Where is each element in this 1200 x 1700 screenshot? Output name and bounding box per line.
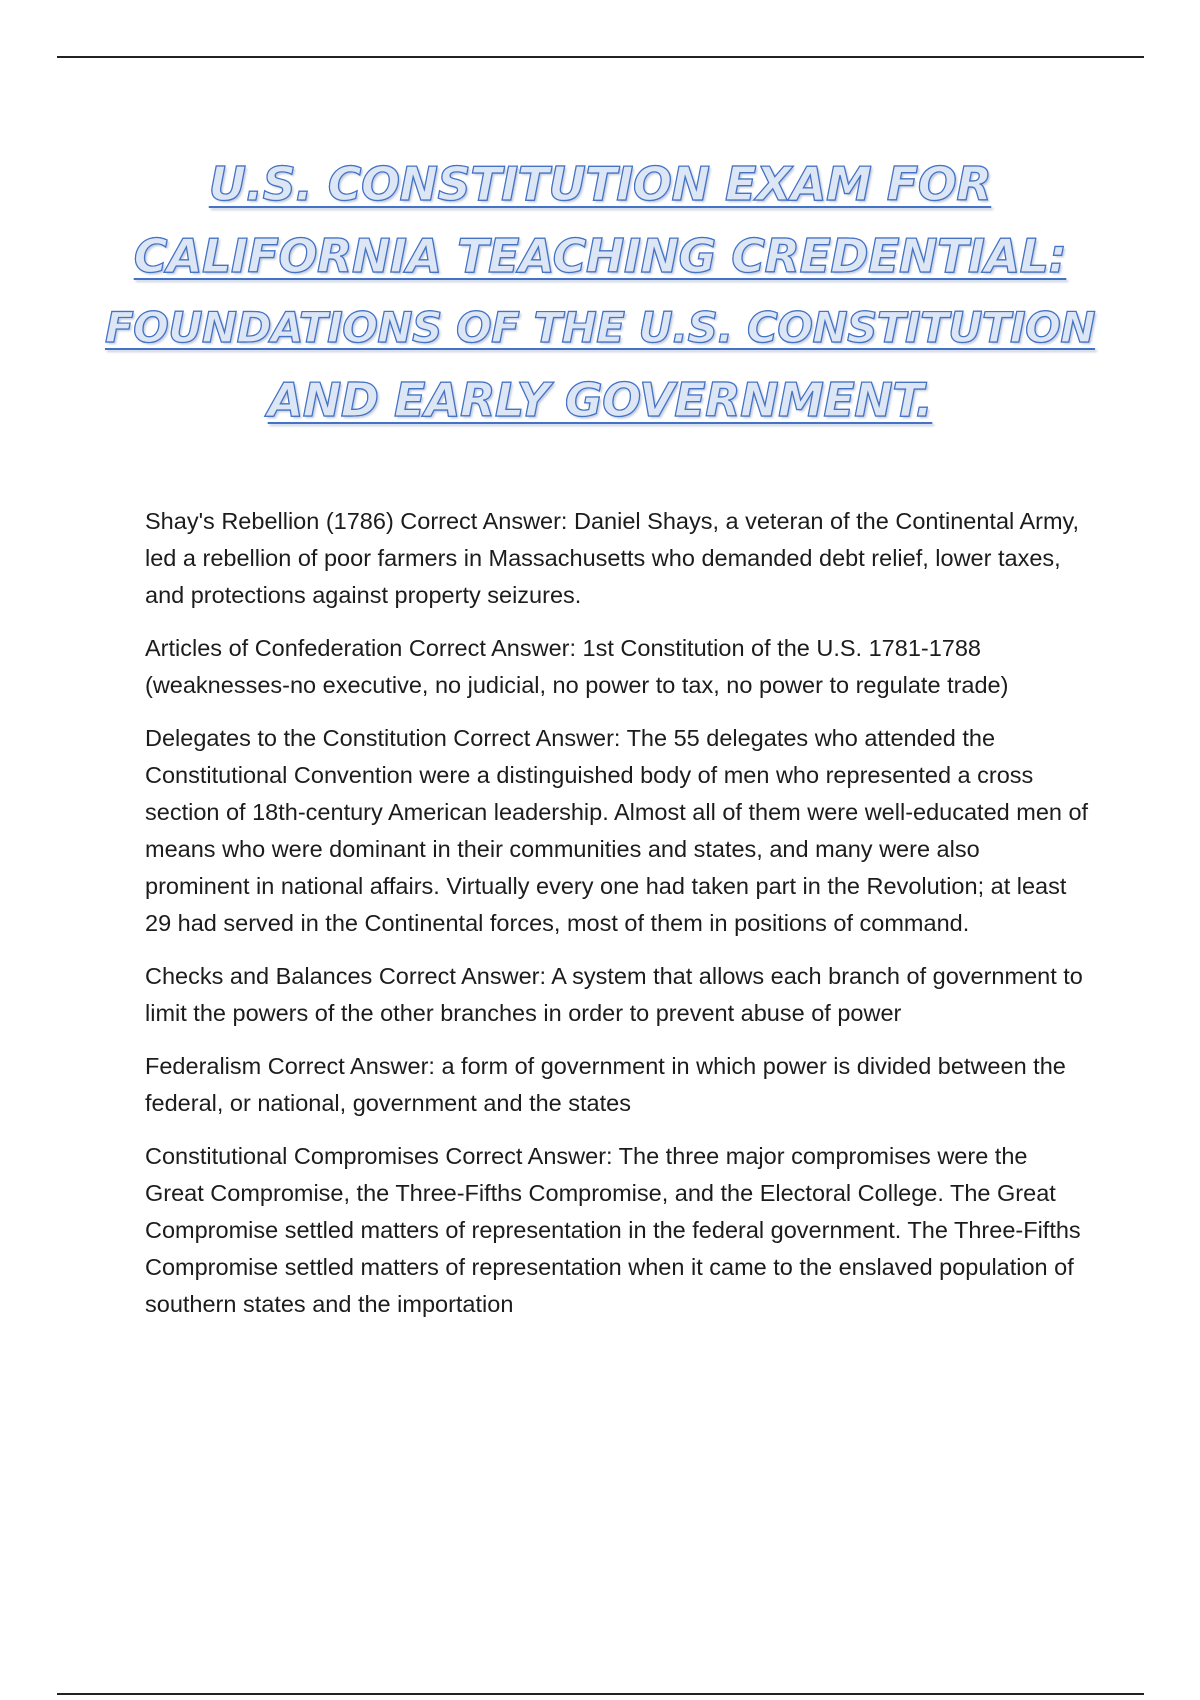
document-body: [145, 503, 1090, 1339]
title-line-3: FOUNDATIONS OF THE U.S. CONSTITUTION: [104, 303, 1096, 352]
title-line-2: CALIFORNIA TEACHING CREDENTIAL:: [133, 229, 1067, 283]
entry-constitutional-compromises: Constitutional Compromises Correct Answer: The three major compromises were the Great Compromise, the Three-Fifths Compromise, and the Electoral College. The Great Compromise settled matters of representation in the federal government. The Three-Fifths Compromise settled matters of representation when it came to the enslaved population of southern states and the importation: [145, 1143, 1081, 1317]
entry-federalism: Federalism Correct Answer: a form of government in which power is divided between the federal, or national, government and the states: [145, 1053, 1066, 1116]
entry-shays-rebellion: Shay's Rebellion (1786) Correct Answer: Daniel Shays, a veteran of the Continental Army, led a rebellion of poor farmers in Massachusetts who demanded debt relief, lower taxes, and protections against property seizures.: [145, 508, 1080, 608]
entry-checks-and-balances: Checks and Balances Correct Answer: A system that allows each branch of government to limit the powers of the other branches in order to prevent abuse of power: [145, 963, 1083, 1026]
entry-delegates-to-the-constitution: Delegates to the Constitution Correct Answer: The 55 delegates who attended the Constitutional Convention were a distinguished body of men who represented a cross section of 18th-century American leadership. Almost all of them were well-educated men of means who were dominant in their communities and states, and many were also prominent in national affairs. Virtually every one had taken part in the Revolution; at least 29 had served in the Continental forces, most of them in positions of command.: [145, 725, 1089, 936]
title-line-1: U.S. CONSTITUTION EXAM FOR: [208, 157, 992, 211]
top-rule: [57, 56, 1144, 58]
title-line-4: AND EARLY GOVERNMENT.: [267, 373, 933, 427]
document-title: [100, 148, 1100, 436]
entry-articles-of-confederation: Articles of Confederation Correct Answer: 1st Constitution of the U.S. 1781-1788 (weaknesses-no executive, no judicial, no power to tax, no power to regulate trade): [145, 635, 1009, 698]
bottom-rule: [57, 1693, 1144, 1695]
